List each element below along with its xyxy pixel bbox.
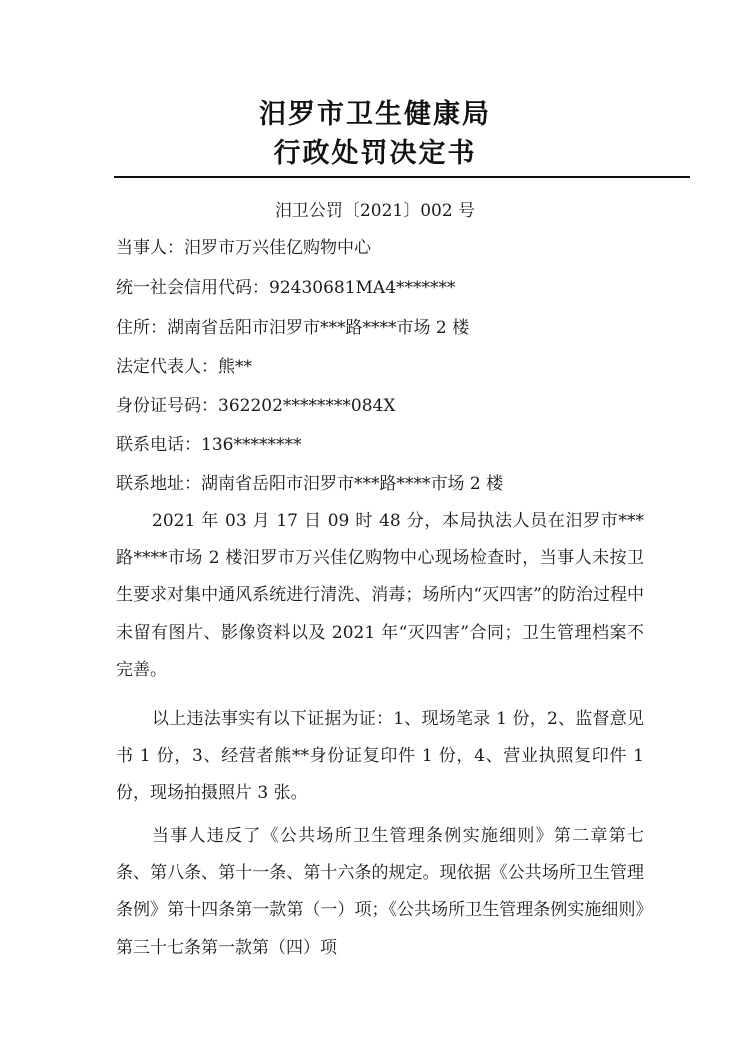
paragraph-facts: 2021 年 03 月 17 日 09 时 48 分，本局执法人员在汨罗市***路****市场 2 楼汨罗市万兴佳亿购物中心现场检查时，当事人未按卫生要求对集中通风系统进行清洗、消毒；场所内“灭四害”的防治过程中未留有图片、影像资料以及 2021 年“灭四害”合同；卫生管理档案不完善。 xyxy=(116,511,644,680)
field-phone: 联系电话：136******** xyxy=(116,435,302,455)
field-id-number: 身份证号码：362202********084X xyxy=(116,396,396,416)
header-divider xyxy=(114,176,690,178)
field-credit-code: 统一社会信用代码：92430681MA4******* xyxy=(116,278,456,298)
document-number: 汨卫公罚〔2021〕002 号 xyxy=(274,201,476,221)
paragraph-evidence: 以上违法事实有以下证据为证：1、现场笔录 1 份，2、监督意见书 1 份，3、经营者熊**身份证复印件 1 份，4、营业执照复印件 1 份，现场拍摄照片 3 张。 xyxy=(116,709,644,804)
paragraph-legal-basis: 当事人违反了《公共场所卫生管理条例实施细则》第二章第七条、第八条、第十一条、第十六条的规定。现依据《公共场所卫生管理条例》第十四条第一款第（一）项；《公共场所卫生管理条例实施细则》第三十七条第一款第（四）项 xyxy=(116,826,644,958)
field-address: 住所：湖南省岳阳市汨罗市***路****市场 2 楼 xyxy=(116,318,470,338)
field-legal-rep: 法定代表人：熊** xyxy=(116,357,252,377)
field-party: 当事人：汨罗市万兴佳亿购物中心 xyxy=(116,238,371,258)
document-type-title: 行政处罚决定书 xyxy=(273,138,477,169)
document-issuer-title: 汨罗市卫生健康局 xyxy=(259,99,491,130)
field-contact-address: 联系地址：湖南省岳阳市汨罗市***路****市场 2 楼 xyxy=(116,474,504,494)
